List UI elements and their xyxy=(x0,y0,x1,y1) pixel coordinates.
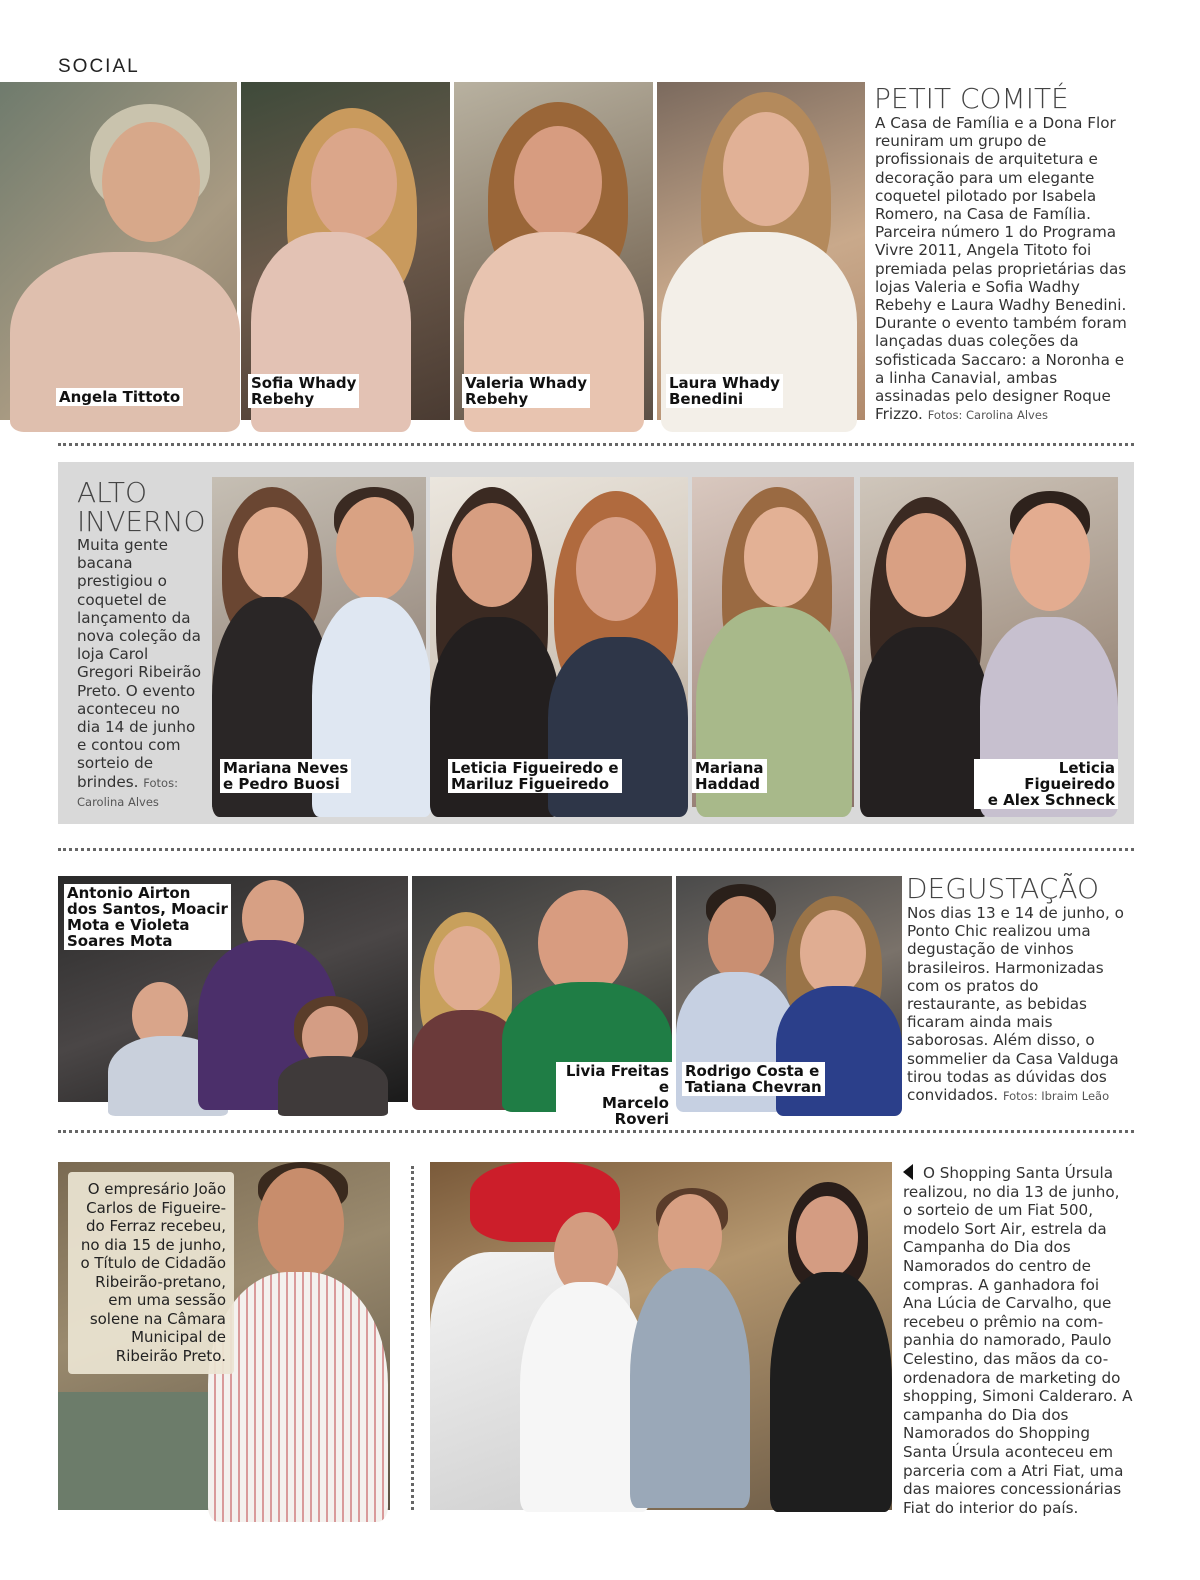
article-alto-inverno xyxy=(77,536,205,811)
heading-degustacao: DEGUSTAÇÃO xyxy=(906,872,1100,905)
article-text: Muita gente bacana prestigiou o coquetel de lançamento da nova coleção da loja Carol Gregori Ribeirão Preto. O evento aconteceu no dia 14 de junho e contou com sorteio de brindes. xyxy=(77,536,202,791)
article-text: O empresário João Carlos de Figueire-do Ferraz recebeu, no dia 15 de junho, o Título de Cidadão Ribeirão-pretano, em uma sessão solene na Câmara Municipal de Ribeirão Preto. xyxy=(80,1180,226,1365)
photo-caption: Rodrigo Costa e Tatiana Chevran xyxy=(682,1062,825,1096)
photo-credit: Fotos: Carolina Alves xyxy=(927,408,1048,423)
photo-leticia-mariluz xyxy=(430,477,688,807)
photo-livia-marcelo xyxy=(412,876,672,1128)
heading-petit-comite: PETIT COMITÉ xyxy=(874,82,1069,115)
divider xyxy=(58,1130,1134,1133)
divider xyxy=(58,848,1134,851)
photo-credit: Fotos: Ibraim Leão xyxy=(1002,1089,1110,1104)
photo-mariana-pedro xyxy=(212,477,426,807)
heading-alto-inverno xyxy=(77,478,206,536)
photo-caption: Sofia Whady Rebehy xyxy=(248,374,359,408)
photo-rodrigo-tatiana xyxy=(676,876,902,1102)
article-text: A Casa de Família e a Dona Flor reuniram um grupo de profissionais de arquitetura e decoração para um elegante coquetel pilotado por Isabela Romero, na Casa de Família. Parceira número 1 do Programa Vivre 2011, Angela Titoto foi premiada pelas proprietárias das lojas Valeria e Sofia Wadhy Rebehy e Laura Wadhy Benedini. Durante o evento também foram lançadas duas coleções da sofisticada Saccaro: a Noronha e a linha Canavial, ambas assinadas pelo designer Roque Frizzo. xyxy=(875,114,1127,424)
caption-box-joao xyxy=(68,1172,234,1374)
heading-line: ALTO xyxy=(77,476,148,509)
photo-laura xyxy=(657,82,865,420)
article-text: Nos dias 13 e 14 de junho, o Ponto Chic realizou uma degustação de vinhos brasileiros. Harmonizadas com os pratos do restaurante, as bebidas ficaram ainda mais saborosas. Além disso, o sommelier da Casa Valduga tirou todas as dúvidas dos convidados. xyxy=(907,904,1124,1105)
photo-antonio-moacir-violeta xyxy=(58,876,408,1102)
photo-credit: Fotos: Carolina Alves xyxy=(77,775,178,809)
photo-sofia xyxy=(241,82,450,420)
heading-line: INVERNO xyxy=(77,505,206,538)
photo-mariana-haddad xyxy=(692,477,854,807)
article-petit-comite xyxy=(875,114,1133,424)
decorative-sculpture xyxy=(58,1392,208,1510)
photo-caption: Livia Freitas e Marcelo Roveri xyxy=(556,1062,672,1128)
photo-caption: Valeria Whady Rebehy xyxy=(462,374,590,408)
photo-caption: Laura Whady Benedini xyxy=(666,374,783,408)
photo-caption: Leticia Figueiredo e Alex Schneck xyxy=(974,759,1118,809)
arrow-left-icon xyxy=(903,1164,913,1180)
divider-vertical xyxy=(411,1166,414,1510)
photo-caption: Leticia Figueiredo e Mariluz Figueiredo xyxy=(448,759,622,793)
photo-shopping-fiat xyxy=(430,1162,892,1510)
photo-caption: Antonio Airton dos Santos, Moacir Mota e Violeta Soares Mota xyxy=(64,884,231,950)
photo-leticia-alex xyxy=(860,477,1118,807)
photo-angela xyxy=(0,82,237,420)
divider xyxy=(58,443,1134,446)
photo-caption: Mariana Haddad xyxy=(692,759,767,793)
article-degustacao xyxy=(907,904,1131,1105)
section-label: SOCIAL xyxy=(58,56,140,77)
photo-caption: Angela Tittoto xyxy=(56,388,183,406)
article-text: O Shopping Santa Úrsula realizou, no dia 13 de junho, o sorteio de um Fiat 500, modelo Sort Air, estrela da Campanha do Dia dos Namorados do centro de compras. A ganhadora foi Ana Lúcia de Carvalho, que recebeu o prêmio na com-panhia do namorado, Paulo Celestino, das mãos da co-ordenadora de marketing do shopping, Simoni Calderaro. A campanha do Dia dos Namorados do Shopping Santa Úrsula aconteceu em parceria com a Atri Fiat, uma das maiores concessionárias Fiat do interior do país. xyxy=(903,1164,1133,1517)
photo-caption: Mariana Neves e Pedro Buosi xyxy=(220,759,351,793)
article-shopping xyxy=(903,1164,1133,1517)
photo-valeria xyxy=(454,82,653,420)
